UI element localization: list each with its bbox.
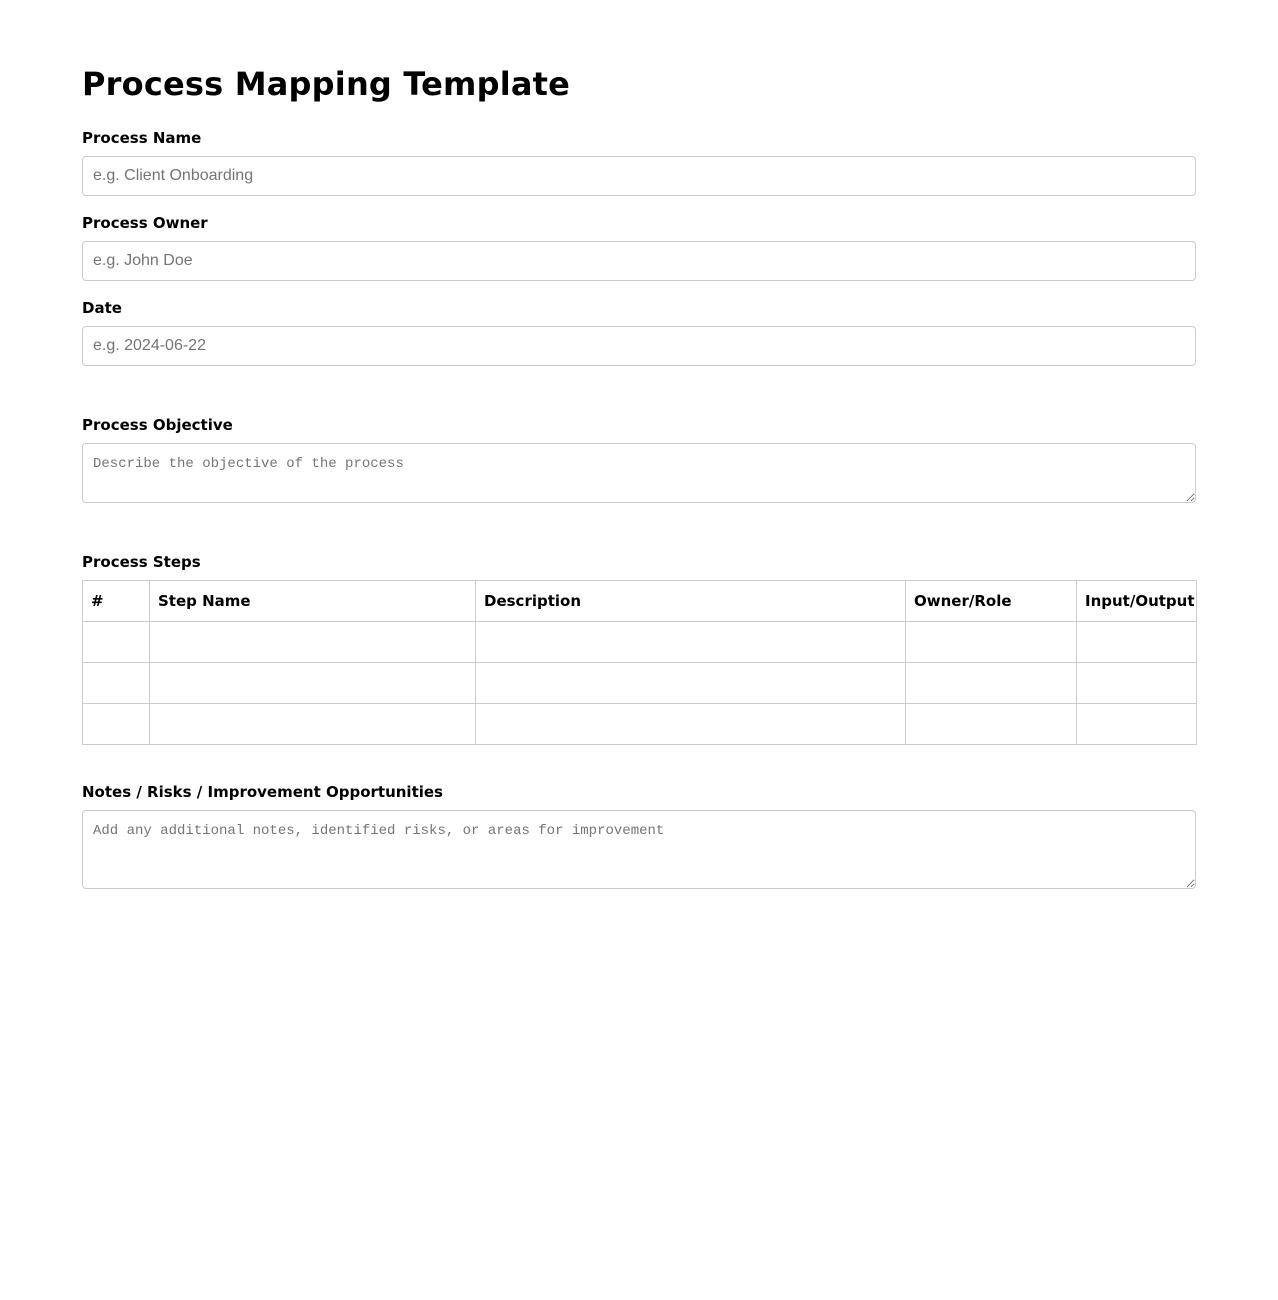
column-header-owner-role: Owner/Role: [906, 581, 1077, 622]
table-cell-number[interactable]: [83, 663, 150, 704]
table-cell-description[interactable]: [476, 622, 906, 663]
process-name-input[interactable]: [82, 156, 1196, 196]
table-cell-input-output[interactable]: [1077, 704, 1197, 745]
table-cell-step-name[interactable]: [150, 704, 476, 745]
page-title: Process Mapping Template: [82, 65, 571, 103]
column-header-input-output: Input/Output: [1077, 581, 1197, 622]
table-cell-owner-role[interactable]: [906, 704, 1077, 745]
table-cell-number[interactable]: [83, 622, 150, 663]
table-row: [83, 704, 1197, 745]
column-header-description: Description: [476, 581, 906, 622]
table-cell-input-output[interactable]: [1077, 622, 1197, 663]
process-objective-textarea[interactable]: [82, 443, 1196, 503]
notes-label: Notes / Risks / Improvement Opportunities: [82, 783, 443, 801]
column-header-step-name: Step Name: [150, 581, 476, 622]
column-header-number: #: [83, 581, 150, 622]
table-cell-owner-role[interactable]: [906, 622, 1077, 663]
process-objective-label: Process Objective: [82, 416, 233, 434]
table-cell-owner-role[interactable]: [906, 663, 1077, 704]
notes-textarea[interactable]: [82, 810, 1196, 889]
table-cell-description[interactable]: [476, 663, 906, 704]
date-label: Date: [82, 299, 122, 317]
table-cell-description[interactable]: [476, 704, 906, 745]
table-cell-number[interactable]: [83, 704, 150, 745]
table-row: [83, 622, 1197, 663]
process-owner-input[interactable]: [82, 241, 1196, 281]
process-owner-label: Process Owner: [82, 214, 208, 232]
table-cell-input-output[interactable]: [1077, 663, 1197, 704]
process-name-label: Process Name: [82, 129, 202, 147]
table-cell-step-name[interactable]: [150, 663, 476, 704]
process-steps-label: Process Steps: [82, 553, 201, 571]
date-input[interactable]: [82, 326, 1196, 366]
table-row: [83, 663, 1197, 704]
table-header-row: [83, 581, 1197, 622]
process-steps-table: [82, 580, 1197, 745]
table-cell-step-name[interactable]: [150, 622, 476, 663]
